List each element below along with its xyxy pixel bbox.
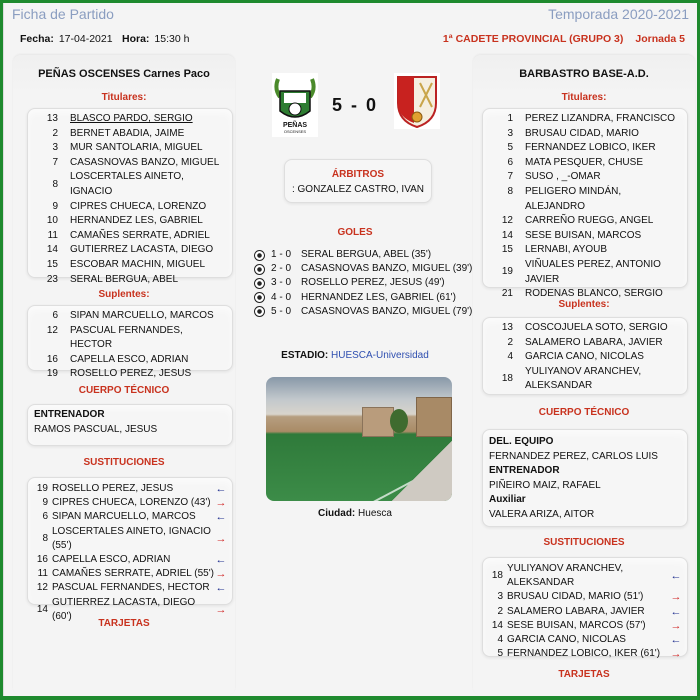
svg-text:OSCENSES: OSCENSES [283, 129, 307, 134]
home-staff-list [27, 404, 233, 446]
player-number: 3 [52, 142, 58, 154]
player-number: 2 [507, 336, 513, 348]
player-row[interactable] [34, 353, 226, 368]
player-name: MUR SANTOLARIA, MIGUEL [70, 142, 203, 154]
city-value: Huesca [358, 508, 392, 519]
goals-title: GOLES [337, 227, 373, 238]
staff-name: RAMOS PASCUAL, JESUS [34, 423, 158, 435]
player-row[interactable] [489, 156, 681, 171]
arrow-right-icon: → [215, 532, 227, 545]
staff-name: PIÑEIRO MAIZ, RAFAEL [489, 479, 601, 491]
player-row[interactable] [489, 112, 681, 127]
player-name: VIÑUALES PEREZ, ANTONIO JAVIER [525, 258, 661, 285]
player-name: PASCUAL FERNANDES, HECTOR [52, 582, 210, 594]
player-row[interactable] [489, 243, 681, 258]
arrow-right-icon: → [670, 591, 682, 604]
arrow-left-icon: ← [670, 634, 682, 647]
player-row[interactable] [34, 170, 226, 199]
season-label: Temporada 2020-2021 [548, 6, 689, 22]
home-starters-list [27, 108, 233, 285]
substitution-row [32, 567, 228, 581]
substitution-row [487, 562, 683, 590]
player-number: 8 [52, 178, 58, 190]
home-team-name: PEÑAS OSCENSES Carnes Paco [38, 68, 210, 80]
player-number: 15 [501, 244, 513, 256]
away-team-name: BARBASTRO BASE-A.D. [519, 68, 649, 80]
player-number: 9 [52, 200, 58, 212]
substitution-row [487, 633, 683, 647]
player-name: BRUSAU CIDAD, MARIO (51') [507, 591, 644, 603]
substitution-row [32, 553, 228, 567]
player-number: 14 [491, 619, 503, 631]
home-subs-list [27, 305, 233, 380]
player-row[interactable] [34, 214, 226, 229]
away-substitutions-list [482, 557, 688, 661]
goal-scorer: SERAL BERGUA, ABEL (35') [301, 249, 432, 260]
player-name: SESE BUISAN, MARCOS (57') [507, 619, 646, 631]
arrow-left-icon: ← [670, 605, 682, 618]
player-number: 7 [507, 171, 513, 183]
match-sheet [3, 3, 697, 696]
goal-row [254, 291, 484, 305]
player-number: 14 [36, 603, 48, 615]
substitution-row [32, 581, 228, 595]
player-row[interactable] [34, 309, 226, 324]
away-starters-list [482, 108, 688, 300]
home-starters-title: Titulares: [101, 92, 147, 103]
goals-list [254, 248, 484, 319]
player-name: GUTIERREZ LACASTA, DIEGO [70, 244, 214, 256]
page-title: Ficha de Partido [12, 6, 114, 22]
player-row[interactable] [489, 321, 681, 336]
city-label: Ciudad: [318, 508, 356, 519]
player-number: 6 [42, 511, 48, 523]
player-number: 19 [46, 368, 58, 380]
player-row[interactable] [489, 336, 681, 351]
player-number: 2 [52, 127, 58, 139]
player-name: MATA PESQUER, CHUSE [525, 156, 643, 168]
player-row[interactable] [34, 112, 226, 127]
player-number: 16 [36, 554, 48, 566]
player-number: 19 [36, 483, 48, 494]
date-label: Fecha: [20, 33, 54, 45]
player-name: GUTIERREZ LACASTA, DIEGO (60') [52, 596, 196, 622]
player-name: CAPELLA ESCO, ADRIAN [52, 554, 171, 566]
substitution-row [32, 496, 228, 510]
player-number: 2 [497, 605, 503, 617]
player-number: 6 [507, 156, 513, 168]
player-name: ESCOBAR MACHIN, MIGUEL [70, 258, 206, 270]
player-name: BRUSAU CIDAD, MARIO [525, 127, 639, 139]
soccer-ball-icon [254, 292, 265, 303]
player-row[interactable] [34, 367, 226, 382]
player-row[interactable] [489, 214, 681, 229]
goal-score: 4 - 0 [271, 291, 292, 303]
away-subs-title: Suplentes: [558, 299, 610, 310]
player-row[interactable] [489, 350, 681, 365]
match-date [20, 33, 113, 45]
player-number: 3 [497, 591, 503, 603]
staff-role: Auxiliar [489, 494, 526, 505]
player-row[interactable] [34, 324, 226, 353]
substitution-row [487, 647, 683, 661]
stadium-link[interactable]: HUESCA-Universidad [331, 350, 429, 361]
goal-row [254, 305, 484, 319]
player-row[interactable] [489, 127, 681, 142]
player-name: CAPELLA ESCO, ADRIAN [70, 353, 189, 365]
player-row[interactable] [34, 127, 226, 142]
home-staff-title: CUERPO TÉCNICO [78, 385, 170, 396]
player-name: CIPRES CHUECA, LORENZO (43') [52, 497, 211, 509]
goal-score: 3 - 0 [271, 277, 292, 289]
player-number: 5 [507, 142, 513, 154]
player-row[interactable] [489, 365, 681, 394]
player-name: CAMAÑES SERRATE, ADRIEL [70, 229, 210, 241]
player-number: 1 [507, 113, 513, 124]
player-name: GARCIA CANO, NICOLAS [525, 351, 644, 363]
player-number: 16 [46, 353, 58, 365]
goal-row [254, 248, 484, 262]
away-staff-title: CUERPO TÉCNICO [538, 407, 630, 418]
player-name: PEREZ LIZANDRA, FRANCISCO [525, 113, 676, 124]
arrow-left-icon: ← [670, 570, 682, 583]
home-crest-icon[interactable] [272, 73, 318, 137]
substitution-row [487, 590, 683, 604]
player-name: LOSCERTALES AINETO, IGNACIO (55') [52, 525, 211, 551]
away-starters-title: Titulares: [561, 92, 607, 103]
arrow-right-icon: → [215, 497, 227, 510]
player-name: CAMAÑES SERRATE, ADRIEL (55') [52, 568, 214, 580]
arrow-left-icon: ← [215, 483, 227, 495]
player-name: SIPAN MARCUELLO, MARCOS [70, 310, 214, 321]
substitution-row [487, 619, 683, 633]
player-row[interactable] [34, 243, 226, 258]
arrow-right-icon: → [670, 648, 682, 661]
soccer-ball-icon [254, 264, 265, 275]
player-number: 6 [52, 310, 58, 321]
player-name: LERNABI, AYOUB [525, 244, 608, 256]
arrow-left-icon: ← [215, 511, 227, 524]
away-team-column [473, 55, 695, 695]
player-name: PELIGERO MINDÁN, ALEJANDRO [525, 185, 622, 212]
arrow-right-icon: → [215, 568, 227, 581]
player-number: 13 [46, 113, 58, 124]
player-row[interactable] [489, 185, 681, 214]
player-name: FERNANDEZ LOBICO, IKER [525, 142, 656, 154]
player-name: FERNANDEZ LOBICO, IKER (61') [507, 648, 661, 660]
stadium-label: ESTADIO: [281, 350, 329, 361]
player-number: 15 [46, 258, 58, 270]
player-number: 18 [491, 570, 503, 582]
player-name: BLASCO PARDO, SERGIO [70, 113, 193, 124]
player-number: 12 [46, 324, 58, 336]
home-substitutions-list [27, 477, 233, 622]
player-name: PASCUAL FERNANDES, HECTOR [70, 324, 183, 351]
player-number: 10 [46, 215, 58, 227]
match-score: 5 - 0 [332, 95, 379, 115]
player-name: CIPRES CHUECA, LORENZO [70, 200, 207, 212]
time-label: Hora: [122, 33, 150, 45]
staff-name: VALERA ARIZA, AITOR [489, 508, 595, 520]
goal-scorer: HERNANDEZ LES, GABRIEL (61') [301, 291, 456, 303]
jornada: Jornada 5 [635, 33, 685, 45]
player-name: SIPAN MARCUELLO, MARCOS [52, 511, 196, 523]
goal-scorer: ROSELLO PEREZ, JESUS (49') [301, 277, 445, 289]
player-name: BERNET ABADIA, JAIME [70, 127, 185, 139]
player-row[interactable] [34, 258, 226, 273]
player-row[interactable] [489, 258, 681, 287]
player-number: 3 [507, 127, 513, 139]
date-value: 17-04-2021 [58, 33, 113, 45]
arrow-left-icon: ← [215, 582, 227, 595]
player-number: 14 [501, 229, 513, 241]
goal-row [254, 262, 484, 276]
city-info [244, 508, 466, 519]
player-number: 14 [46, 244, 58, 256]
player-name: SALAMERO LABARA, JAVIER [507, 605, 645, 617]
player-number: 8 [42, 532, 48, 544]
player-name: YULIYANOV ARANCHEV, ALEKSANDAR [525, 365, 642, 392]
svg-text:PEÑAS: PEÑAS [282, 122, 308, 129]
home-substitutions-title: SUSTITUCIONES [83, 457, 165, 468]
goal-score: 5 - 0 [271, 305, 292, 317]
home-team-column [13, 55, 235, 695]
staff-role: ENTRENADOR [34, 409, 105, 420]
player-name: COSCOJUELA SOTO, SERGIO [525, 322, 668, 333]
goal-score: 2 - 0 [271, 263, 292, 275]
home-subs-title: Suplentes: [98, 289, 150, 300]
away-cards-title: TARJETAS [558, 669, 610, 680]
soccer-ball-icon [254, 306, 265, 317]
player-row[interactable] [34, 273, 226, 288]
home-cards-title: TARJETAS [98, 618, 150, 629]
player-number: 12 [36, 582, 48, 594]
staff-role: ENTRENADOR [489, 465, 560, 476]
player-number: 7 [52, 156, 58, 168]
goal-score: 1 - 0 [271, 249, 292, 260]
arrow-left-icon: ← [215, 554, 227, 567]
player-name: HERNANDEZ LES, GABRIEL [70, 215, 203, 227]
player-row[interactable] [489, 141, 681, 156]
stadium-photo [266, 377, 452, 501]
away-staff-list [482, 429, 688, 527]
goal-scorer: CASASNOVAS BANZO, MIGUEL (79') [301, 305, 473, 317]
referee-name: : GONZALEZ CASTRO, IVAN [291, 184, 425, 195]
player-number: 4 [507, 351, 513, 363]
substitution-row [32, 482, 228, 496]
player-name: GARCIA CANO, NICOLAS [507, 634, 626, 646]
player-name: SUSO , _-OMAR [525, 171, 601, 183]
arrow-right-icon: → [215, 603, 227, 616]
stadium-info [244, 350, 466, 361]
player-row[interactable] [34, 200, 226, 215]
player-name: RODENAS BLANCO, SERGIO [525, 288, 663, 300]
soccer-ball-icon [254, 250, 265, 261]
player-name: YULIYANOV ARANCHEV, ALEKSANDAR [507, 563, 624, 589]
substitution-row [32, 525, 228, 553]
player-row[interactable] [34, 156, 226, 171]
player-name: SALAMERO LABARA, JAVIER [525, 336, 663, 348]
arrow-right-icon: → [670, 619, 682, 632]
player-number: 8 [507, 185, 513, 197]
away-subs-list [482, 317, 688, 395]
player-number: 21 [501, 288, 513, 300]
staff-role: DEL. EQUIPO [489, 436, 554, 447]
player-name: SESE BUISAN, MARCOS [525, 229, 642, 241]
away-substitutions-title: SUSTITUCIONES [543, 537, 625, 548]
player-row[interactable] [34, 229, 226, 244]
goal-scorer: CASASNOVAS BANZO, MIGUEL (39') [301, 263, 473, 275]
player-row[interactable] [489, 229, 681, 244]
soccer-ball-icon [254, 278, 265, 289]
staff-name: FERNANDEZ PEREZ, CARLOS LUIS [489, 450, 658, 462]
player-number: 11 [37, 568, 48, 580]
player-number: 13 [501, 322, 513, 333]
player-name: LOSCERTALES AINETO, IGNACIO [70, 171, 184, 197]
match-time [122, 33, 189, 45]
player-number: 23 [46, 273, 58, 285]
player-number: 18 [501, 373, 513, 385]
player-number: 19 [501, 266, 513, 278]
away-crest-icon[interactable] [394, 73, 440, 129]
substitution-row [32, 510, 228, 524]
player-name: ROSELLO PEREZ, JESUS [52, 483, 174, 494]
competition-name: 1ª CADETE PROVINCIAL (GRUPO 3) [442, 33, 624, 45]
competition-info [443, 33, 685, 45]
player-name: SERAL BERGUA, ABEL [70, 273, 179, 285]
player-number: 9 [42, 497, 48, 509]
player-name: ROSELLO PEREZ, JESUS [70, 368, 192, 380]
time-value: 15:30 h [154, 33, 190, 45]
player-number: 12 [501, 215, 513, 227]
player-row[interactable] [489, 170, 681, 185]
player-number: 4 [497, 634, 503, 646]
referees-title: ÁRBITROS [331, 169, 385, 180]
goal-row [254, 276, 484, 290]
referees-box [284, 159, 432, 203]
player-name: CASASNOVAS BANZO, MIGUEL [70, 156, 220, 168]
player-name: CARREÑO RUEGG, ANGEL [525, 215, 654, 227]
player-number: 5 [497, 648, 503, 660]
player-number: 11 [47, 229, 58, 241]
player-row[interactable] [34, 141, 226, 156]
substitution-row [487, 605, 683, 619]
